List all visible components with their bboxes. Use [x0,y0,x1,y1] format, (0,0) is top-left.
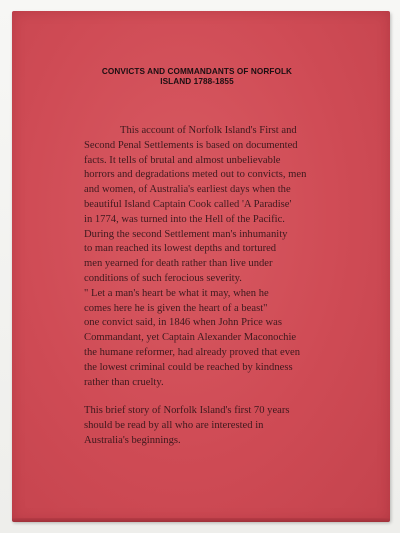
blurb-line: beautiful Island Captain Cook called 'A Paradise' [84,198,292,210]
blurb-line: During the second Settlement man's inhumanity [84,228,288,240]
blurb-line: This brief story of Norfolk Island's first 70 years [84,405,290,417]
blurb-line: to man reached its lowest depths and tortured [84,243,277,255]
blurb-line: in 1774, was turned into the Hell of the Pacific. [84,213,285,225]
blurb-line: " Let a man's heart be what it may, when he [84,287,269,299]
blurb-text [84,124,364,449]
blurb-line: should be read by all who are interested in [84,420,264,432]
blurb-line: comes here he is given the heart of a beast" [84,302,268,314]
blurb-line: the lowest criminal could be reached by kindness [84,361,293,373]
blurb-line: Australia's beginnings. [84,434,181,446]
cover-title-line-1: CONVICTS AND COMMANDANTS OF NORFOLK [101,67,293,76]
cover-edge [12,518,390,522]
blurb-line: men yearned for death rather than live under [84,258,273,270]
blurb-line: and women, of Australia's earliest days when the [84,184,291,196]
blurb-line: facts. It tells of brutal and almost unbelievable [84,154,281,166]
paragraph-gap [84,390,364,404]
blurb-line: horrors and degradations meted out to convicts, men [84,169,307,181]
blurb-line: rather than cruelty. [84,376,164,388]
blurb-line: Second Penal Settlements is based on documented [84,139,298,151]
blurb-line: one convict said, in 1846 when John Price was [84,317,283,329]
cover-title [56,67,338,87]
blurb-line: This account of Norfolk Island's First and [120,125,297,136]
blurb-line: the humane reformer, had already proved that even [84,346,301,358]
blurb-line: conditions of such ferocious severity. [84,272,242,284]
blurb-line: Commandant, yet Captain Alexander Maconochie [84,332,297,344]
cover-title-line-2: ISLAND 1788-1855 [160,77,234,86]
